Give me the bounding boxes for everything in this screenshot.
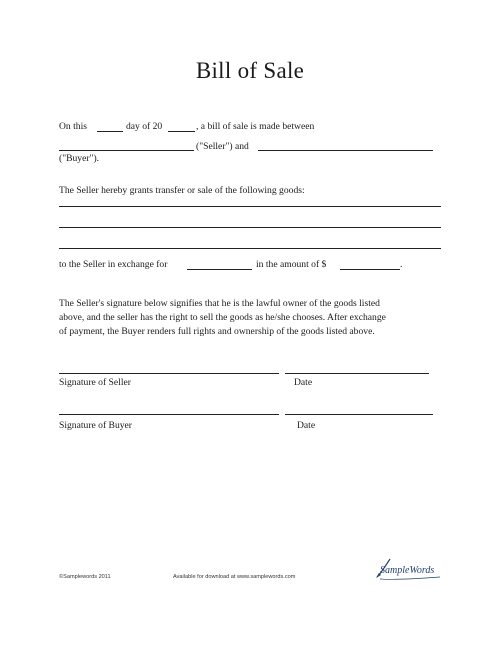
goods-line-1[interactable] xyxy=(59,206,441,207)
intro-bill-of-sale-made: , a bill of sale is made between xyxy=(196,121,315,132)
buyer-signature-label: Signature of Buyer xyxy=(59,420,133,431)
logo-text: SampleWords xyxy=(380,565,435,576)
statement-line-2: above, and the seller has the right to sell the goods as he/she chooses. After exchange xyxy=(59,312,386,323)
buyer-tag: ("Buyer"). xyxy=(59,153,100,164)
seller-signature-label: Signature of Seller xyxy=(59,377,131,388)
buyer-date-label: Date xyxy=(297,420,316,431)
seller-date-label: Date xyxy=(294,377,313,388)
buyer-name-blank[interactable] xyxy=(258,150,433,151)
intro-on-this: On this xyxy=(59,121,87,132)
goods-line-3[interactable] xyxy=(59,248,441,249)
seller-date-line[interactable] xyxy=(285,373,429,374)
day-blank[interactable] xyxy=(97,131,123,132)
statement-line-1: The Seller's signature below signifies that he is the lawful owner of the goods listed xyxy=(59,298,380,309)
statement-line-3: of payment, the Buyer renders full rights and ownership of the goods listed above. xyxy=(59,326,375,337)
samplewords-logo xyxy=(374,556,444,582)
amount-blank[interactable] xyxy=(340,269,400,270)
footer-copyright: ©Samplewords 2011 xyxy=(59,574,111,580)
goods-line-2[interactable] xyxy=(59,227,441,228)
seller-tag: ("Seller") and xyxy=(196,141,249,152)
exchange-prefix: to the Seller in exchange for xyxy=(59,259,168,270)
goods-intro: The Seller hereby grants transfer or sale of the following goods: xyxy=(59,185,305,196)
exchange-suffix: . xyxy=(400,259,403,270)
seller-name-blank[interactable] xyxy=(59,150,194,151)
seller-signature-line[interactable] xyxy=(59,373,279,374)
intro-day-of-20: day of 20 xyxy=(126,121,163,132)
exchange-amount-label: in the amount of $ xyxy=(256,259,327,270)
document-title: Bill of Sale xyxy=(195,58,305,83)
exchange-for-blank[interactable] xyxy=(187,269,252,270)
footer-download-note: Available for download at www.samplewords.com xyxy=(173,574,296,580)
year-blank[interactable] xyxy=(168,131,195,132)
buyer-date-line[interactable] xyxy=(285,414,433,415)
buyer-signature-line[interactable] xyxy=(59,414,279,415)
